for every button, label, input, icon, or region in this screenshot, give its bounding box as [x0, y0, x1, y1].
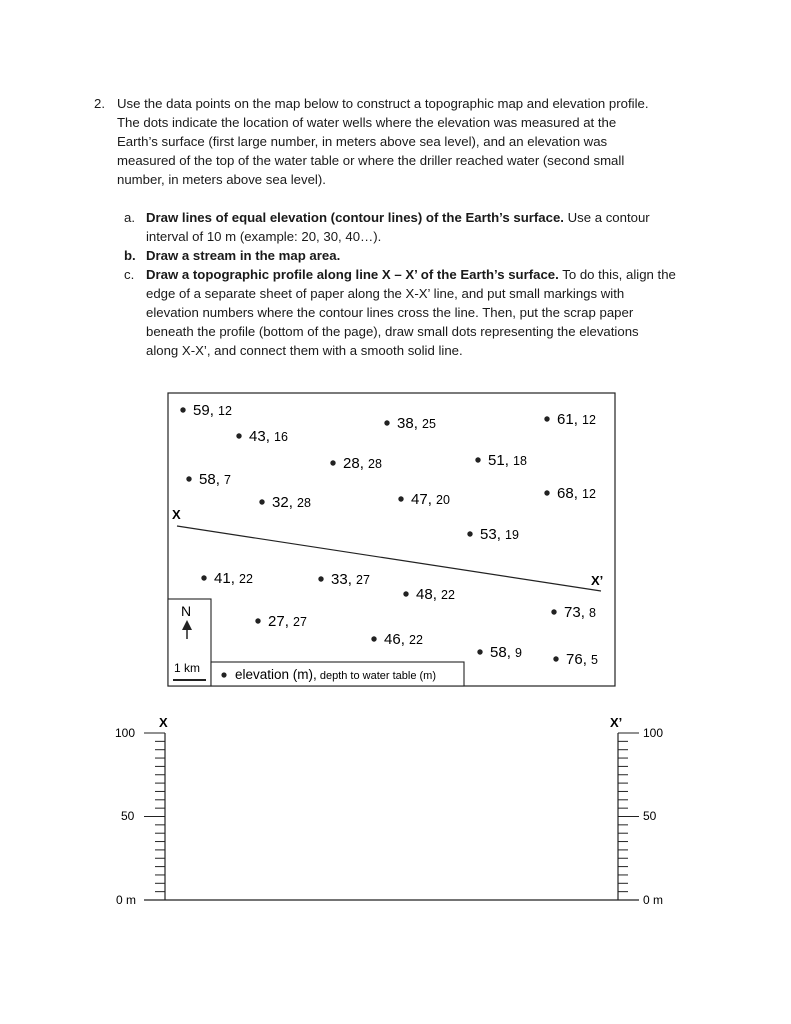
well-elevation: 41	[214, 570, 231, 587]
well-point	[544, 411, 596, 428]
right-tick-50: 50	[643, 809, 657, 823]
well-label: 43, 16	[249, 428, 288, 445]
well-water-depth: 25	[422, 417, 436, 431]
well-point	[403, 586, 455, 603]
well-water-depth: 20	[436, 493, 450, 507]
well-point	[259, 494, 311, 511]
well-dot-icon	[544, 490, 549, 495]
question-number: 2.	[94, 96, 105, 111]
well-dot-icon	[544, 416, 549, 421]
well-point	[236, 428, 288, 445]
well-elevation: 76	[566, 651, 583, 668]
task-c-marker: c.	[124, 267, 135, 282]
well-elevation: 47	[411, 491, 428, 508]
profile-ticks	[144, 733, 639, 900]
well-label: 47, 20	[411, 491, 450, 508]
well-dot-icon	[403, 591, 408, 596]
profile-x-label: X	[159, 715, 168, 730]
task-c-line: elevation numbers where the contour lines cross the line. Then, put the scrap paper	[146, 305, 634, 320]
well-point	[371, 631, 423, 648]
well-label: 68, 12	[557, 485, 596, 502]
task-a-rest: Use a contour	[563, 210, 650, 225]
well-water-depth: 28	[368, 457, 382, 471]
well-elevation: 43	[249, 428, 266, 445]
question-line: number, in meters above sea level).	[117, 172, 326, 187]
well-water-depth: 5	[591, 653, 598, 667]
well-water-depth: 22	[409, 633, 423, 647]
well-label: 73, 8	[564, 604, 596, 621]
well-label: 59, 12	[193, 402, 232, 419]
well-label: 61, 12	[557, 411, 596, 428]
well-point	[551, 604, 596, 621]
well-water-depth: 12	[218, 404, 232, 418]
well-water-depth: 12	[582, 413, 596, 427]
well-label: 58, 9	[490, 644, 522, 661]
well-elevation: 28	[343, 455, 360, 472]
well-elevation: 32	[272, 494, 289, 511]
well-dot-icon	[371, 636, 376, 641]
well-label: 46, 22	[384, 631, 423, 648]
well-elevation: 68	[557, 485, 574, 502]
well-point	[186, 471, 231, 488]
well-water-depth: 22	[441, 588, 455, 602]
task-b-bold: Draw a stream in the map area.	[146, 248, 341, 263]
well-dot-icon	[330, 460, 335, 465]
well-label: 33, 27	[331, 571, 370, 588]
well-elevation: 73	[564, 604, 581, 621]
well-label: 32, 28	[272, 494, 311, 511]
well-dot-icon	[475, 457, 480, 462]
question-line: Use the data points on the map below to construct a topographic map and elevation profile.	[117, 96, 649, 111]
well-dot-icon	[398, 496, 403, 501]
task-a-line: interval of 10 m (example: 20, 30, 40…).	[146, 229, 382, 244]
legend-dot-icon	[221, 672, 226, 677]
well-dot-icon	[259, 499, 264, 504]
well-elevation: 53	[480, 526, 497, 543]
well-elevation: 38	[397, 415, 414, 432]
well-dot-icon	[318, 576, 323, 581]
well-label: 58, 7	[199, 471, 231, 488]
question-line: The dots indicate the location of water wells where the elevation was measured at the	[117, 115, 617, 130]
well-elevation: 46	[384, 631, 401, 648]
well-water-depth: 28	[297, 496, 311, 510]
well-dot-icon	[180, 407, 185, 412]
well-water-depth: 8	[589, 606, 596, 620]
well-dot-icon	[551, 609, 556, 614]
well-water-depth: 16	[274, 430, 288, 444]
well-water-depth: 27	[293, 615, 307, 629]
legend-small: depth to water table (m)	[316, 670, 437, 682]
task-c-line: beneath the profile (bottom of the page), draw small dots representing the elevations	[146, 324, 639, 339]
well-point	[318, 571, 370, 588]
well-point	[398, 491, 450, 508]
task-b-marker: b.	[124, 248, 136, 263]
task-c-line: edge of a separate sheet of paper along the X-X’ line, and put small markings with	[146, 286, 625, 301]
well-water-depth: 19	[505, 528, 519, 542]
well-elevation: 58	[199, 471, 216, 488]
well-label: 41, 22	[214, 570, 253, 587]
well-label: 51, 18	[488, 452, 527, 469]
well-dot-icon	[384, 420, 389, 425]
north-label: N	[181, 603, 192, 619]
well-label: 28, 28	[343, 455, 382, 472]
well-point	[180, 402, 232, 419]
well-point	[477, 644, 522, 661]
well-water-depth: 27	[356, 573, 370, 587]
well-elevation: 61	[557, 411, 574, 428]
question-line: Earth’s surface (first large number, in meters above sea level), and an elevation was	[117, 134, 608, 149]
well-dot-icon	[477, 649, 482, 654]
task-c-rest: To do this, align the	[558, 267, 676, 282]
well-point	[475, 452, 527, 469]
well-dot-icon	[201, 575, 206, 580]
well-point	[384, 415, 436, 432]
x-label: X	[172, 507, 181, 522]
well-label: 53, 19	[480, 526, 519, 543]
well-label: 38, 25	[397, 415, 436, 432]
well-dot-icon	[236, 433, 241, 438]
left-tick-100: 100	[115, 726, 136, 740]
well-point	[467, 526, 519, 543]
well-point	[553, 651, 598, 668]
left-tick-50: 50	[121, 809, 135, 823]
well-label: 48, 22	[416, 586, 455, 603]
well-point	[201, 570, 253, 587]
wells-layer	[180, 402, 598, 668]
well-elevation: 33	[331, 571, 348, 588]
well-point	[544, 485, 596, 502]
legend-text	[235, 667, 436, 682]
x-prime-label: X’	[591, 573, 604, 588]
well-dot-icon	[255, 618, 260, 623]
task-a-bold: Draw lines of equal elevation (contour lines) of the Earth’s surface.	[146, 210, 564, 225]
task-a-marker: a.	[124, 210, 135, 225]
right-tick-100: 100	[643, 726, 664, 740]
legend-main: elevation (m),	[235, 667, 317, 682]
right-tick-0: 0 m	[643, 893, 664, 907]
task-c-line: along X-X’, and connect them with a smooth solid line.	[146, 343, 463, 358]
profile-x-prime-label: X’	[610, 715, 623, 730]
well-elevation: 48	[416, 586, 433, 603]
well-dot-icon	[553, 656, 558, 661]
question-line: measured of the top of the water table or where the driller reached water (second small	[117, 153, 625, 168]
scale-label: 1 km	[174, 661, 201, 675]
well-water-depth: 9	[515, 646, 522, 660]
well-elevation: 51	[488, 452, 505, 469]
well-elevation: 58	[490, 644, 507, 661]
well-label: 76, 5	[566, 651, 598, 668]
well-elevation: 59	[193, 402, 210, 419]
well-water-depth: 22	[239, 572, 253, 586]
well-elevation: 27	[268, 613, 285, 630]
well-water-depth: 7	[224, 473, 231, 487]
left-tick-0: 0 m	[116, 893, 137, 907]
well-dot-icon	[467, 531, 472, 536]
well-water-depth: 18	[513, 454, 527, 468]
well-point	[255, 613, 307, 630]
task-c-bold: Draw a topographic profile along line X – X’ of the Earth’s surface.	[146, 267, 559, 282]
well-point	[330, 455, 382, 472]
well-label: 27, 27	[268, 613, 307, 630]
well-dot-icon	[186, 476, 191, 481]
well-water-depth: 12	[582, 487, 596, 501]
